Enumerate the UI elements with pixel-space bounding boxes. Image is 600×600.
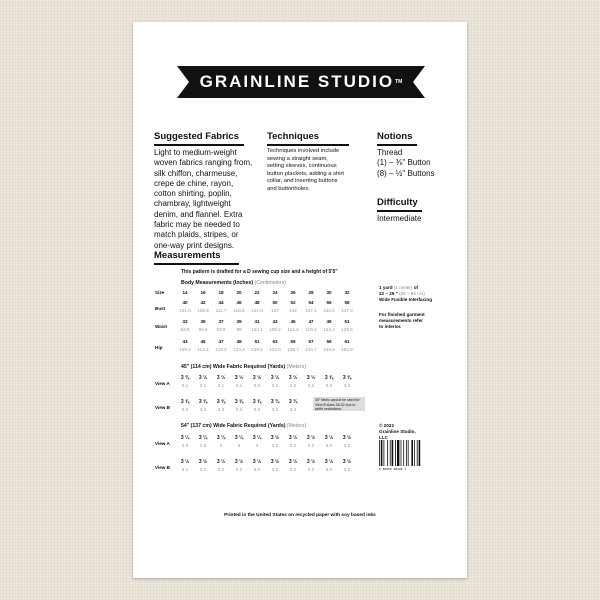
suggested-fabrics-heading: Suggested Fabrics <box>154 131 244 146</box>
barcode-bar <box>379 440 380 466</box>
table-cell: 3 ½ <box>270 459 280 465</box>
table-cell: 3.3 <box>181 407 189 412</box>
table-cell: 99 <box>236 327 242 332</box>
barcode-number: 0 86000 00449 1 <box>379 467 407 471</box>
table-cell: 3.2 <box>253 467 261 472</box>
table-cell: 154.9 <box>341 347 353 352</box>
table-cell: 3 ½ <box>270 375 280 381</box>
table-cell: 51 <box>344 319 350 324</box>
table-cell: 114.3 <box>287 327 299 332</box>
interfacing-info: 1 yard (1 meter) of 22 – 25 " (55 – 65 cm) Wide Fusible Interfacing <box>379 285 433 302</box>
table-cell: 3 ½ <box>198 459 208 465</box>
table-cell: 3.2 <box>289 467 297 472</box>
table-cell: 26 <box>290 290 296 295</box>
table-cell: 39 <box>236 319 242 324</box>
barcode-bar <box>392 440 394 466</box>
table-cell: 58 <box>344 300 350 305</box>
table-cell: 3.1 <box>235 383 243 388</box>
table-cell: 109.2 <box>179 347 191 352</box>
table-cell: 114.3 <box>197 347 209 352</box>
table-cell: 3.3 <box>343 383 351 388</box>
table-cell: 109.2 <box>269 327 281 332</box>
table-cell: 83.8 <box>180 327 190 332</box>
table-cell: 3 ½ <box>288 459 298 465</box>
body-measurements-title: Body Measurements (Inches) (Centimeters) <box>181 280 286 286</box>
table-cell: 3 ¼ <box>234 435 244 441</box>
table-cell: 3 ½ <box>252 375 262 381</box>
fabric-45-view-a-label: View A <box>155 381 170 386</box>
table-cell: 3 ⅝ <box>324 375 334 381</box>
table-cell: 106.6 <box>197 308 209 313</box>
table-cell: 3.2 <box>271 467 279 472</box>
table-cell: 3 ½ <box>306 435 316 441</box>
table-cell: 3.1 <box>199 383 207 388</box>
table-cell: 119.3 <box>305 327 317 332</box>
barcode-bar <box>417 440 418 466</box>
table-cell: 18 <box>218 290 224 295</box>
table-cell: 3.1 <box>217 383 225 388</box>
table-cell: 3.1 <box>199 467 207 472</box>
table-cell: 3.2 <box>289 443 297 448</box>
table-cell: 49 <box>326 319 332 324</box>
barcode-bar <box>403 440 404 466</box>
fabric-45-view-b-label: View B <box>155 405 170 410</box>
table-cell: 46 <box>236 300 242 305</box>
measurements-heading: Measurements <box>154 250 239 265</box>
barcode-bar <box>381 440 383 466</box>
table-cell: 3 ½ <box>216 459 226 465</box>
table-cell: 116.8 <box>233 308 245 313</box>
table-cell: 16 <box>200 290 206 295</box>
table-cell: 52 <box>290 300 296 305</box>
notions-text: Thread (1) – ⅜" Button (8) – ½" Buttons <box>377 148 435 178</box>
table-cell: 124.4 <box>323 327 335 332</box>
table-cell: 3 <box>219 443 223 448</box>
table-cell: 35 <box>200 319 206 324</box>
table-cell: 3 ½ <box>234 375 244 381</box>
table-cell: 3 ½ <box>198 375 208 381</box>
difficulty-value: Intermediate <box>377 214 422 223</box>
table-cell: 3.2 <box>307 443 315 448</box>
table-cell: 3.2 <box>271 383 279 388</box>
table-cell: 3.3 <box>235 407 243 412</box>
table-cell: 127 <box>271 308 279 313</box>
table-cell: 101.6 <box>179 308 191 313</box>
finished-measurements-note: For finished garment measurements refer to interior. <box>379 312 425 329</box>
table-cell: 3 ½ <box>252 459 262 465</box>
table-cell: 88.9 <box>198 327 208 332</box>
table-cell: 3.2 <box>289 383 297 388</box>
table-cell: 3 ⅝ <box>234 399 244 405</box>
table-cell: 2.9 <box>181 443 189 448</box>
table-cell: 111.7 <box>215 308 227 313</box>
table-cell: 3 ½ <box>324 459 334 465</box>
barcode-bar <box>411 440 413 466</box>
table-cell: 14 <box>182 290 188 295</box>
table-cell: 129.5 <box>251 347 263 352</box>
difficulty-heading: Difficulty <box>377 197 422 212</box>
table-cell: 37 <box>218 319 224 324</box>
fabric-54-title: 54" (137 cm) Wide Fabric Required (Yards) (Meters) <box>181 423 307 429</box>
table-cell: 47 <box>308 319 314 324</box>
fabric-45-title: 45" (114 cm) Wide Fabric Required (Yards) (Meters) <box>181 364 306 370</box>
table-cell: 3.2 <box>271 443 279 448</box>
barcode-bar <box>390 440 391 466</box>
measurements-intro: This pattern is drafted for a D sewing cup size and a height of 5'5" <box>181 269 338 275</box>
table-cell: 3 ⅝ <box>216 399 226 405</box>
table-cell: 3 ¼ <box>198 435 208 441</box>
table-cell: 3 ¼ <box>180 435 190 441</box>
table-cell: 3 ½ <box>234 459 244 465</box>
table-cell: 3 ½ <box>288 375 298 381</box>
table-cell: 3.4 <box>271 407 279 412</box>
table-cell: 3 ¾ <box>270 399 280 405</box>
table-cell: 3.2 <box>307 467 315 472</box>
table-cell: 124.4 <box>233 347 245 352</box>
barcode-bar <box>401 440 402 466</box>
table-cell: 53 <box>272 339 278 344</box>
table-cell: 61 <box>344 339 350 344</box>
table-cell: 41 <box>254 319 260 324</box>
table-cell: 22 <box>254 290 260 295</box>
table-cell: 139.7 <box>287 347 299 352</box>
table-cell: 28 <box>308 290 314 295</box>
fabric-54-view-b-label: View B <box>155 465 170 470</box>
fabric-45-restriction-note: 45" fabric cannot be used for View B sizes 26-32 due to width restrictions. <box>313 397 365 411</box>
table-cell: 3.2 <box>253 383 261 388</box>
table-cell: 142.2 <box>323 308 335 313</box>
table-cell: 119.3 <box>215 347 227 352</box>
table-cell: 3 <box>255 443 259 448</box>
barcode-bar <box>408 440 409 466</box>
table-cell: 93.9 <box>216 327 226 332</box>
table-cell: 43 <box>182 339 188 344</box>
table-cell: 3 ½ <box>342 459 352 465</box>
table-cell: 144.7 <box>305 347 317 352</box>
table-cell: 3 ½ <box>324 435 334 441</box>
table-cell: 137.1 <box>305 308 317 313</box>
table-cell: 3.1 <box>181 383 189 388</box>
printed-in-footer: Printed in the United States on recycled paper with soy based inks <box>224 513 376 518</box>
barcode-bar <box>395 440 396 466</box>
techniques-text: Techniques involved include sewing a straight seam, setting sleeves, continuous button plackets, adding a shirt collar, and inserting buttons and buttonholes. <box>267 148 345 192</box>
notions-heading: Notions <box>377 131 417 146</box>
table-cell: 3.1 <box>181 467 189 472</box>
table-cell: 3 ¾ <box>288 399 298 405</box>
barcode-bar <box>384 440 385 466</box>
table-cell: 129.5 <box>341 327 353 332</box>
table-cell: 132 <box>289 308 297 313</box>
table-cell: 49 <box>236 339 242 344</box>
table-cell: 3 ⅝ <box>180 399 190 405</box>
table-cell: 3 ⅜ <box>180 375 190 381</box>
table-cell: 59 <box>326 339 332 344</box>
table-cell: 33 <box>182 319 188 324</box>
table-cell: 3.3 <box>253 407 261 412</box>
table-cell: 3.2 <box>235 467 243 472</box>
techniques-heading: Techniques <box>267 131 349 146</box>
table-cell: 3.2 <box>343 443 351 448</box>
table-cell: 3 ½ <box>306 459 316 465</box>
hip-label: Hip <box>155 345 163 350</box>
table-cell: 3.2 <box>307 383 315 388</box>
table-cell: 3 ½ <box>342 435 352 441</box>
table-cell: 3.2 <box>325 443 333 448</box>
table-cell: 3.2 <box>217 467 225 472</box>
table-cell: 3 ½ <box>270 435 280 441</box>
bust-label: Bust <box>155 306 166 311</box>
table-cell: 3 ½ <box>216 375 226 381</box>
table-cell: 3 ⅝ <box>342 375 352 381</box>
table-cell: 43 <box>272 319 278 324</box>
table-cell: 3.2 <box>325 467 333 472</box>
table-cell: 42 <box>200 300 206 305</box>
copyright: © 2022 Grainline Studio, LLC <box>379 423 416 440</box>
table-cell: 32 <box>344 290 350 295</box>
barcode-bar <box>419 440 421 466</box>
table-cell: 104.1 <box>251 327 263 332</box>
table-cell: 3.3 <box>325 383 333 388</box>
table-cell: 134.6 <box>269 347 281 352</box>
table-cell: 3.2 <box>343 467 351 472</box>
table-cell: 149.8 <box>323 347 335 352</box>
waist-label: Waist <box>155 324 168 329</box>
table-cell: 3.4 <box>289 407 297 412</box>
table-cell: 3 ½ <box>180 459 190 465</box>
table-cell: 3 ½ <box>306 375 316 381</box>
fabric-54-view-a-label: View A <box>155 441 170 446</box>
table-cell: 57 <box>308 339 314 344</box>
barcode-bar <box>397 440 399 466</box>
table-cell: 45 <box>290 319 296 324</box>
table-cell: 147.3 <box>341 308 353 313</box>
table-cell: 3 ½ <box>288 435 298 441</box>
table-cell: 3.3 <box>199 407 207 412</box>
table-cell: 55 <box>290 339 296 344</box>
table-cell: 56 <box>326 300 332 305</box>
barcode <box>379 440 427 466</box>
table-cell: 54 <box>308 300 314 305</box>
suggested-fabrics-text: Light to medium-weight woven fabrics ranging from, silk chiffon, charmeuse, crepe de chine, rayon, cotton shirting, poplin, chambray, lightweight denim, and flannel. Extra fabric may be needed to match plaids, stripes, or one-way print designs. <box>154 148 253 250</box>
table-cell: 40 <box>182 300 188 305</box>
table-cell: 3 ⅝ <box>198 399 208 405</box>
table-cell: 51 <box>254 339 260 344</box>
table-cell: 24 <box>272 290 278 295</box>
table-cell: 30 <box>326 290 332 295</box>
table-cell: 20 <box>236 290 242 295</box>
table-cell: 2.9 <box>199 443 207 448</box>
table-cell: 47 <box>218 339 224 344</box>
table-cell: 3 ¼ <box>216 435 226 441</box>
table-cell: 3 <box>237 443 241 448</box>
pattern-envelope-back <box>133 22 467 578</box>
table-cell: 121.9 <box>251 308 263 313</box>
barcode-bar <box>387 440 388 466</box>
size-label: Size <box>155 290 165 295</box>
table-cell: 3 ⅝ <box>252 399 262 405</box>
brand-title: GRAINLINE STUDIO TM <box>199 72 403 91</box>
table-cell: 44 <box>218 300 224 305</box>
barcode-bar <box>414 440 415 466</box>
table-cell: 3 ¼ <box>252 435 262 441</box>
table-cell: 3.3 <box>217 407 225 412</box>
table-cell: 48 <box>254 300 260 305</box>
table-cell: 50 <box>272 300 278 305</box>
table-cell: 45 <box>200 339 206 344</box>
barcode-bar <box>406 440 407 466</box>
